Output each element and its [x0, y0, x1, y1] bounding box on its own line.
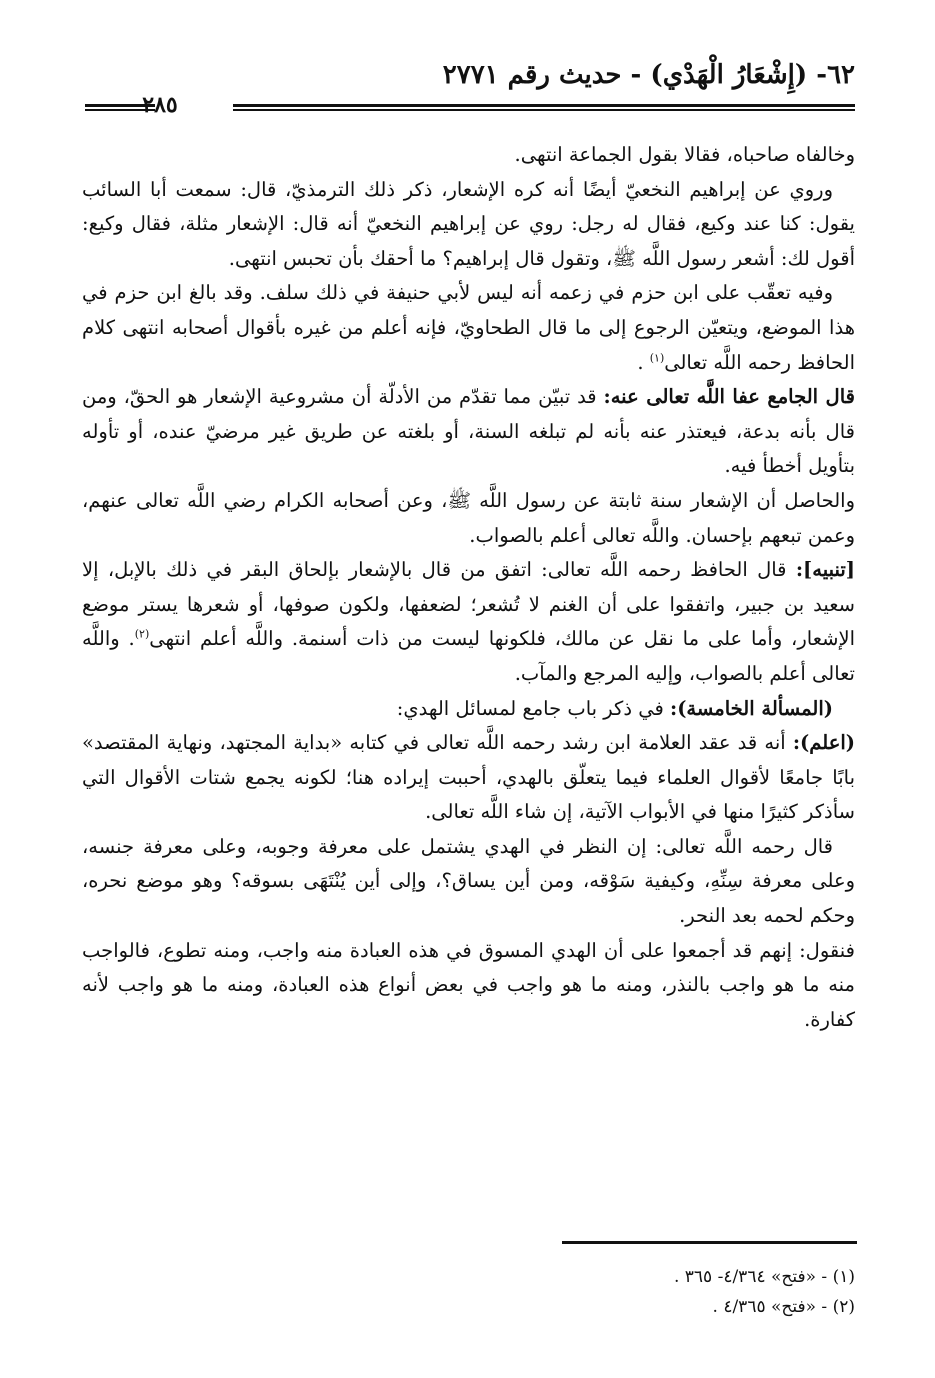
- page-header: [85, 60, 855, 120]
- paragraph-lead: قال الجامع عفا اللَّه تعالى عنه:: [603, 385, 855, 409]
- paragraph: وخالفاه صاحباه، فقالا بقول الجماعة انتهى.: [514, 143, 855, 166]
- footnote-ref: (١): [649, 351, 665, 365]
- paragraph-lead: (اعلم):: [792, 731, 855, 755]
- paragraph-lead: (المسألة الخامسة):: [670, 696, 833, 720]
- footnote: (١) - «فتح» ٤/٣٦٤- ٣٦٥ .: [673, 1267, 855, 1287]
- footnote: (٢) - «فتح» ٤/٣٦٥ .: [712, 1297, 855, 1317]
- footnote-ref: (٢): [134, 627, 150, 641]
- paragraph: والحاصل أن الإشعار سنة ثابتة عن رسول اللَّه ﷺ، وعن أصحابه الكرام رضي اللَّه تعالى عنهم، وعمن تبعهم بإحسان. واللَّه تعالى أعلم بالصواب.: [82, 488, 855, 547]
- paragraph: (اعلم): أنه قد عقد العلامة ابن رشد رحمه اللَّه تعالى في كتابه «بداية المجتهد، ونهاية المقتصد» بابًا جامعًا لأقوال العلماء فيما يتعلّق بالهدي، أحببت إيراده هنا؛ لكونه يجمع شتات الأقوال التي سأذكر كثيرًا منها في الأبواب الآتية، إن شاء اللَّه تعالى.: [82, 731, 855, 824]
- body-text: [82, 138, 855, 1037]
- footnote-separator: [562, 1241, 857, 1244]
- paragraph: قال رحمه اللَّه تعالى: إن النظر في الهدي يشتمل على معرفة وجوبه، وعلى معرفة جنسه، وعلى معرفة سِنِّهِ، وكيفية سَوْقه، ومن أين يساق؟، وإلى أين يُنْتَهَى بسوقه؟ وهو موضع نحره، وحكم لحمه بعد النحر.: [82, 834, 855, 928]
- page-number: ٢٨٥: [142, 92, 178, 118]
- paragraph: [تنبيه]: قال الحافظ رحمه اللَّه تعالى: اتفق من قال بالإشعار بإلحاق البقر في ذلك بالإبل، إلا سعيد بن جبير، واتفقوا على أن الغنم لا تُشعر؛ لضعفها، ولكون صوفها، أو شعرها يستر موضع الإشعار، وأما على ما نقل عن مالك، فلكونها ليست من ذات أسنمة. واللَّه أعلم انتهى$^{(٢)}$. واللَّه تعالى أعلم بالصواب، وإليه المرجع والمآب.: [82, 558, 855, 685]
- paragraph-lead: [تنبيه]:: [795, 558, 855, 582]
- paragraph: وفيه تعقّب على ابن حزم في زعمه أنه ليس لأبي حنيفة في ذلك سلف. وقد بالغ ابن حزم في هذا الموضع، ويتعيّن الرجوع إلى ما قال الطحاويّ، فإنه أعلم من غيره بأقوال أصحابه انتهى كلام الحافظ رحمه اللَّه تعالى$^{(١)}$ .: [82, 281, 855, 374]
- paragraph: قال الجامع عفا اللَّه تعالى عنه: قد تبيّن مما تقدّم من الأدلّة أن مشروعية الإشعار هو الحقّ، ومن قال بأنه بدعة، فيعتذر عنه بأنه لم تبلغه السنة، أو بلغته عن طريق غير مرضيّ عنده، أو تأوله بتأويل أخطأ فيه.: [82, 385, 855, 478]
- footnotes: [450, 1262, 855, 1322]
- header-rule-right: [233, 104, 855, 111]
- running-title: ٦٢- (إِشْعَارُ الْهَدْي) - حديث رقم ٢٧٧١: [442, 60, 855, 90]
- paragraph: فنقول: إنهم قد أجمعوا على أن الهدي المسوق في هذه العبادة منه واجب، ومنه تطوع، فالواجب منه ما هو واجب بالنذر، ومنه ما هو واجب في بعض أنواع هذه العبادة، ومنه ما هو واجب لأنه كفارة.: [82, 938, 855, 1031]
- paragraph: وروي عن إبراهيم النخعيّ أيضًا أنه كره الإشعار، ذكر ذلك الترمذيّ، قال: سمعت أبا السائب يقول: كنا عند وكيع، فقال له رجل: روي عن إبراهيم النخعيّ أنه قال: الإشعار مثلة، فقال وكيع: أقول لك: أشعر رسول اللَّه ﷺ، وتقول قال إبراهيم؟ ما أحقك بأن تحبس انتهى.: [82, 177, 855, 270]
- section-heading: (المسألة الخامسة): في ذكر باب جامع لمسائل الهدي:: [396, 696, 833, 720]
